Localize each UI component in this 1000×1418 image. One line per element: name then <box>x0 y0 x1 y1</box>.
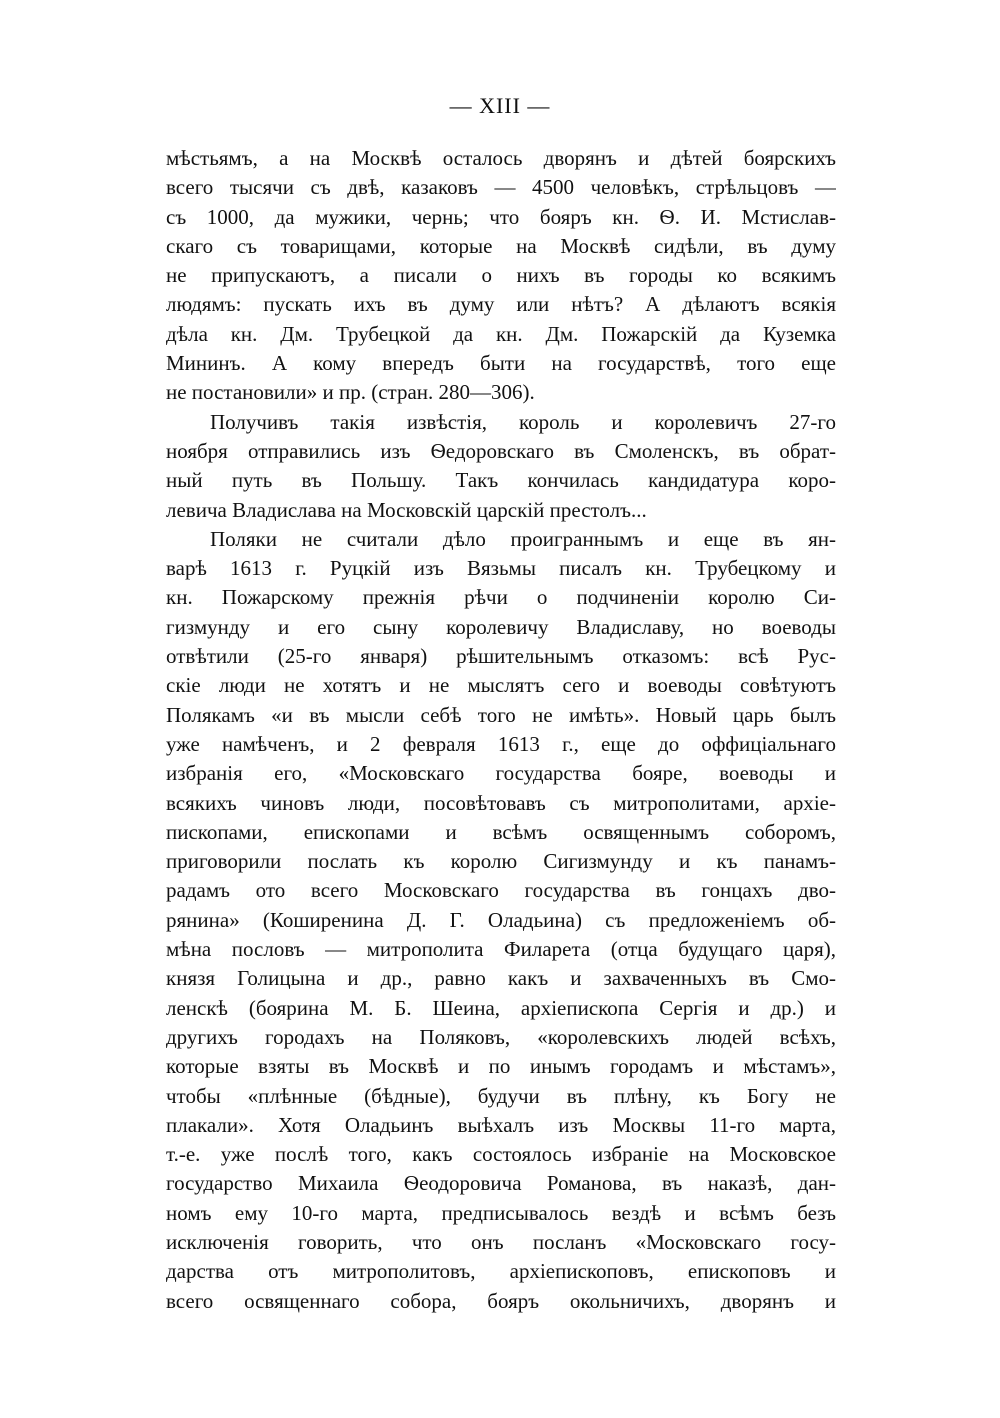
paragraph-start-line: Получивъ такія извѣстія, король и королевичъ 27-го <box>210 409 836 434</box>
text-line: князя Голицына и др., равно какъ и захваченныхъ въ Смо- <box>166 966 836 991</box>
text-line: мѣстьямъ, а на Москвѣ осталось дворянъ и дѣтей боярскихъ <box>166 146 836 170</box>
text-line: отвѣтили (25-го января) рѣшительнымъ отказомъ: всѣ Рус- <box>166 644 836 669</box>
paragraph-start-line: Поляки не считали дѣло проиграннымъ и еще въ ян- <box>210 526 836 551</box>
text-line: государство Михаила Ѳеодоровича Романова, въ наказѣ, дан- <box>166 1171 836 1196</box>
text-line: плакали». Хотя Оладьинъ выѣхалъ изъ Москвы 11-го марта, <box>166 1112 836 1137</box>
paragraph-end-line: не постановили» и пр. (стран. 280—306). <box>166 380 535 405</box>
text-line: варѣ 1613 г. Руцкій изъ Вязьмы писалъ кн. Трубецкому и <box>166 556 836 581</box>
text-line: ноября отправились изъ Ѳедоровскаго въ Смоленскъ, въ обрат- <box>166 438 836 463</box>
text-line: номъ ему 10-го марта, предписывалось вездѣ и всѣмъ безъ <box>166 1200 836 1225</box>
text-line: кн. Пожарскому прежнія рѣчи о подчиненіи королю Си- <box>166 585 836 610</box>
text-line: уже намѣченъ, и 2 февраля 1613 г., еще до оффиціальнаго <box>166 731 836 756</box>
text-line: другихъ городахъ на Поляковъ, «королевскихъ людей всѣхъ, <box>166 1024 836 1049</box>
text-line: не припускаютъ, а писали о нихъ въ городы ко всякимъ <box>166 263 836 288</box>
text-line: Полякамъ «и въ мысли себѣ того не имѣть». Новый царь былъ <box>166 702 836 727</box>
text-line: гизмунду и его сыну королевичу Владиславу, но воеводы <box>166 614 836 639</box>
text-line: съ 1000, да мужики, чернь; что бояръ кн. Ѳ. И. Мстислав- <box>166 204 836 229</box>
text-line: приговорили послать къ королю Сигизмунду и къ панамъ- <box>166 849 836 874</box>
text-line: всякихъ чиновъ люди, посовѣтовавъ съ митрополитами, архіе- <box>166 790 836 815</box>
text-line: исключенія говорить, что онъ посланъ «Московскаго госу- <box>166 1229 836 1254</box>
text-line: Мининъ. А кому впередъ быти на государствѣ, того еще <box>166 351 836 376</box>
page-number: — XIII — <box>449 93 551 118</box>
text-line: дарства отъ митрополитовъ, архіепископовъ, епископовъ и <box>166 1259 836 1284</box>
text-line: людямъ: пускать ихъ въ думу или нѣтъ? А дѣлаютъ всякія <box>166 292 836 317</box>
text-line: ленскѣ (боярина М. Б. Шеина, архіепископа Сергія и др.) и <box>166 995 836 1020</box>
text-line: радамъ ото всего Московскаго государства въ гонцахъ дво- <box>166 878 836 903</box>
paragraph-end-line: левича Владислава на Московскій царскій престолъ... <box>166 497 647 522</box>
text-line: избранія его, «Московскаго государства бояре, воеводы и <box>166 761 836 786</box>
text-line: которые взяты въ Москвѣ и по инымъ городамъ и мѣстамъ», <box>166 1054 836 1079</box>
text-line: рянина» (Коширенина Д. Г. Оладьина) съ предложеніемъ об- <box>166 907 836 932</box>
text-line: всего освященнаго собора, бояръ окольничихъ, дворянъ и <box>166 1288 836 1313</box>
text-line: т.-е. уже послѣ того, какъ состоялось избраніе на Московское <box>166 1142 836 1167</box>
text-line: пископами, епископами и всѣмъ освященнымъ соборомъ, <box>166 819 836 844</box>
text-line: скіе люди не хотятъ и не мыслятъ сего и воеводы совѣтуютъ <box>166 673 836 698</box>
text-line: дѣла кн. Дм. Трубецкой да кн. Дм. Пожарскій да Куземка <box>166 321 836 346</box>
text-line: чтобы «плѣнные (бѣдные), будучи въ плѣну, къ Богу не <box>166 1083 836 1108</box>
text-line: мѣна пословъ — митрополита Филарета (отца будущаго царя), <box>166 937 836 962</box>
text-line: всего тысячи съ двѣ, казаковъ — 4500 человѣкъ, стрѣльцовъ — <box>166 175 836 200</box>
body-text <box>166 144 836 1316</box>
text-line: ный путь въ Польшу. Такъ кончилась кандидатура коро- <box>166 468 836 493</box>
text-line: скаго съ товарищами, которые на Москвѣ сидѣли, въ думу <box>166 233 836 258</box>
